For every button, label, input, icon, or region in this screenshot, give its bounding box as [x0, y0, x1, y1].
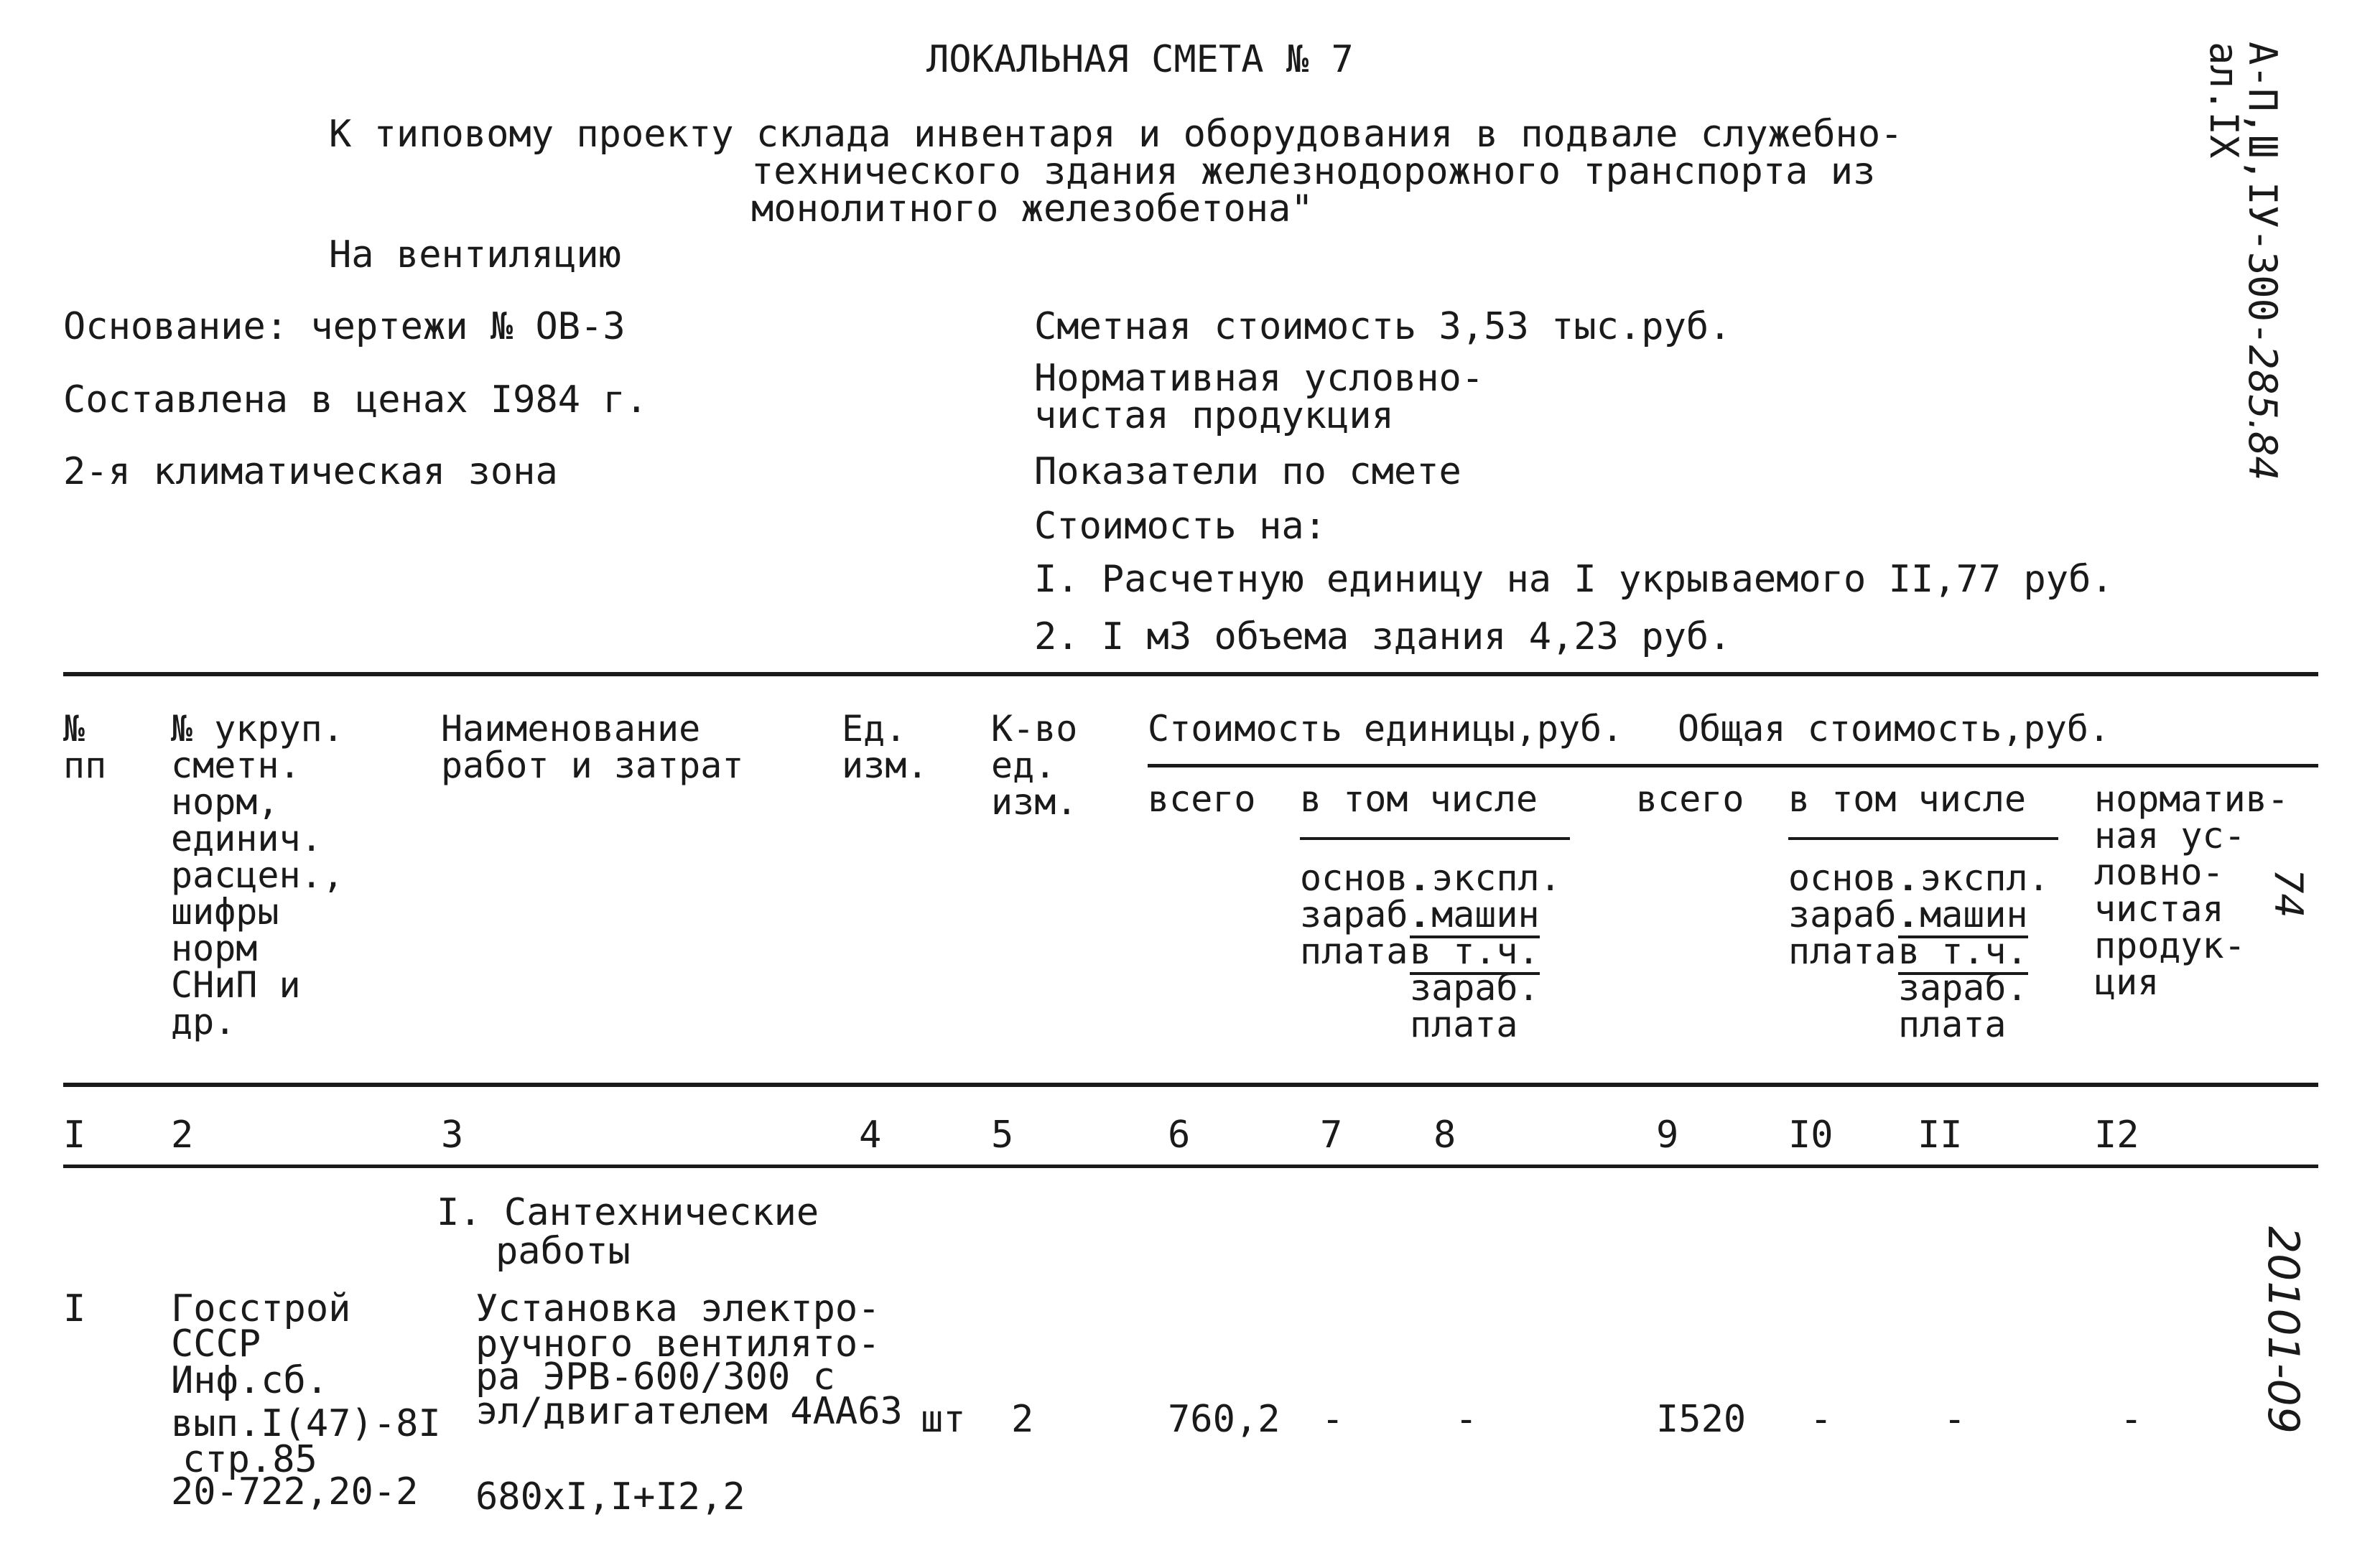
header-row-number: № пп — [63, 708, 107, 786]
side-document-code — [2240, 42, 2285, 481]
header-bottom-rule — [63, 1083, 2318, 1087]
row-1-number: I — [63, 1287, 86, 1330]
column-number-8: 8 — [1433, 1114, 1456, 1157]
column-number-6: 6 — [1168, 1114, 1191, 1157]
row-1-unit-machines: - — [1455, 1398, 1478, 1441]
row-1-unit-total: 760,2 — [1168, 1398, 1281, 1441]
header-total-cost-group: Общая стоимость,руб. — [1678, 708, 2111, 750]
header-unit-incl-rule — [1300, 837, 1570, 840]
cost-on-label: Стоимость на: — [1034, 505, 1326, 548]
page-number: 74 — [2266, 869, 2311, 918]
header-norm-reference: № укруп. сметн. норм, единич. расцен., шифры норм СНиП и др. — [171, 708, 344, 1042]
estimate-basis: Основание: чертежи № ОВ-3 — [63, 305, 626, 348]
document-title: ЛОКАЛЬНАЯ СМЕТА № 7 — [926, 38, 1354, 81]
header-total-incl: в том числе — [1788, 778, 2027, 820]
header-unit-base-pay: основ. зараб. плата — [1300, 857, 1430, 972]
row-1-formula: 680хI,I+I2,2 — [475, 1475, 745, 1518]
project-description-line3: монолитного железобетона" — [751, 187, 1314, 230]
column-number-10: I0 — [1788, 1114, 1833, 1157]
header-total-machines: .экспл. .машин в т.ч. зараб. плата — [1898, 857, 2050, 1045]
section-title: I. Сантехнические работы — [437, 1191, 819, 1273]
cost-item-1: I. Расчетную единицу на I укрываемого II,77 руб. — [1034, 558, 2114, 601]
header-unit-incl: в том числе — [1300, 778, 1538, 820]
estimate-prices-year: Составлена в ценах I984 г. — [63, 378, 648, 421]
row-1-normative: - — [2120, 1398, 2143, 1441]
estimated-cost: Сметная стоимость 3,53 тыс.руб. — [1034, 305, 1732, 348]
row-1-total-base-pay: - — [1810, 1398, 1833, 1441]
side-document-code-line2: ал.IX — [2201, 42, 2246, 159]
estimate-indicators: Показатели по смете — [1034, 450, 1461, 493]
climate-zone: 2-я климатическая зона — [63, 450, 558, 493]
stamp-number: 20101-09 — [2258, 1226, 2308, 1434]
row-1-unit: шт — [921, 1398, 966, 1441]
header-unit-machines: .экспл. .машин в т.ч. зараб. плата — [1410, 857, 1561, 1045]
header-total-incl-rule — [1788, 837, 2058, 840]
project-description-line1: К типовому проекту склада инвентаря и оборудования в подвале служебно- — [329, 113, 1903, 156]
header-unit-all: всего — [1148, 778, 1256, 820]
header-total-base-pay: основ. зараб. плата — [1788, 857, 1918, 972]
row-1-work-name: Установка электро- ручного вентилято- ра ЭРВ-600/300 с эл/двигателем 4АА63 — [475, 1287, 903, 1433]
side-code-printed: А-П,Ш,IУ-300- — [2240, 42, 2285, 345]
column-number-12: I2 — [2094, 1114, 2139, 1157]
row-1-quantity: 2 — [1011, 1398, 1034, 1441]
row-1-total-machines: - — [1943, 1398, 1966, 1441]
header-total-all: всего — [1636, 778, 1744, 820]
header-work-name: Наименование работ и затрат — [441, 708, 744, 786]
column-number-5: 5 — [991, 1114, 1014, 1157]
project-description-line2: технического здания железнодорожного транспорта из — [751, 150, 1876, 193]
header-normative-product: норматив- ная ус- ловно- чистая продук- ция — [2094, 778, 2289, 1003]
normative-product-line2: чистая продукция — [1034, 394, 1394, 437]
column-number-4: 4 — [859, 1114, 882, 1157]
table-top-rule — [63, 672, 2318, 676]
column-number-9: 9 — [1656, 1114, 1679, 1157]
side-code-handwritten: 285.84 — [2240, 345, 2285, 481]
header-unit: Ед. изм. — [842, 708, 929, 786]
column-number-2: 2 — [171, 1114, 194, 1157]
row-1-total: I520 — [1656, 1398, 1747, 1441]
column-number-1: I — [63, 1114, 86, 1157]
cost-item-2: 2. I м3 объема здания 4,23 руб. — [1034, 615, 1732, 658]
column-numbers-rule — [63, 1165, 2318, 1168]
column-number-7: 7 — [1320, 1114, 1343, 1157]
header-unit-cost-group: Стоимость единицы,руб. — [1148, 708, 1624, 750]
column-number-11: II — [1918, 1114, 1963, 1157]
row-1-norm-reference: Госстрой СССР Инф.сб. вып.I(47)-8I стр.85 20-722,20-2 — [171, 1287, 441, 1513]
column-number-3: 3 — [441, 1114, 464, 1157]
header-quantity: К-во ед. изм. — [991, 708, 1078, 823]
normative-product-line1: Нормативная условно- — [1034, 357, 1484, 400]
estimate-subject: На вентиляцию — [329, 233, 621, 276]
header-group-rule — [1148, 764, 2318, 767]
row-1-unit-base-pay: - — [1321, 1398, 1344, 1441]
